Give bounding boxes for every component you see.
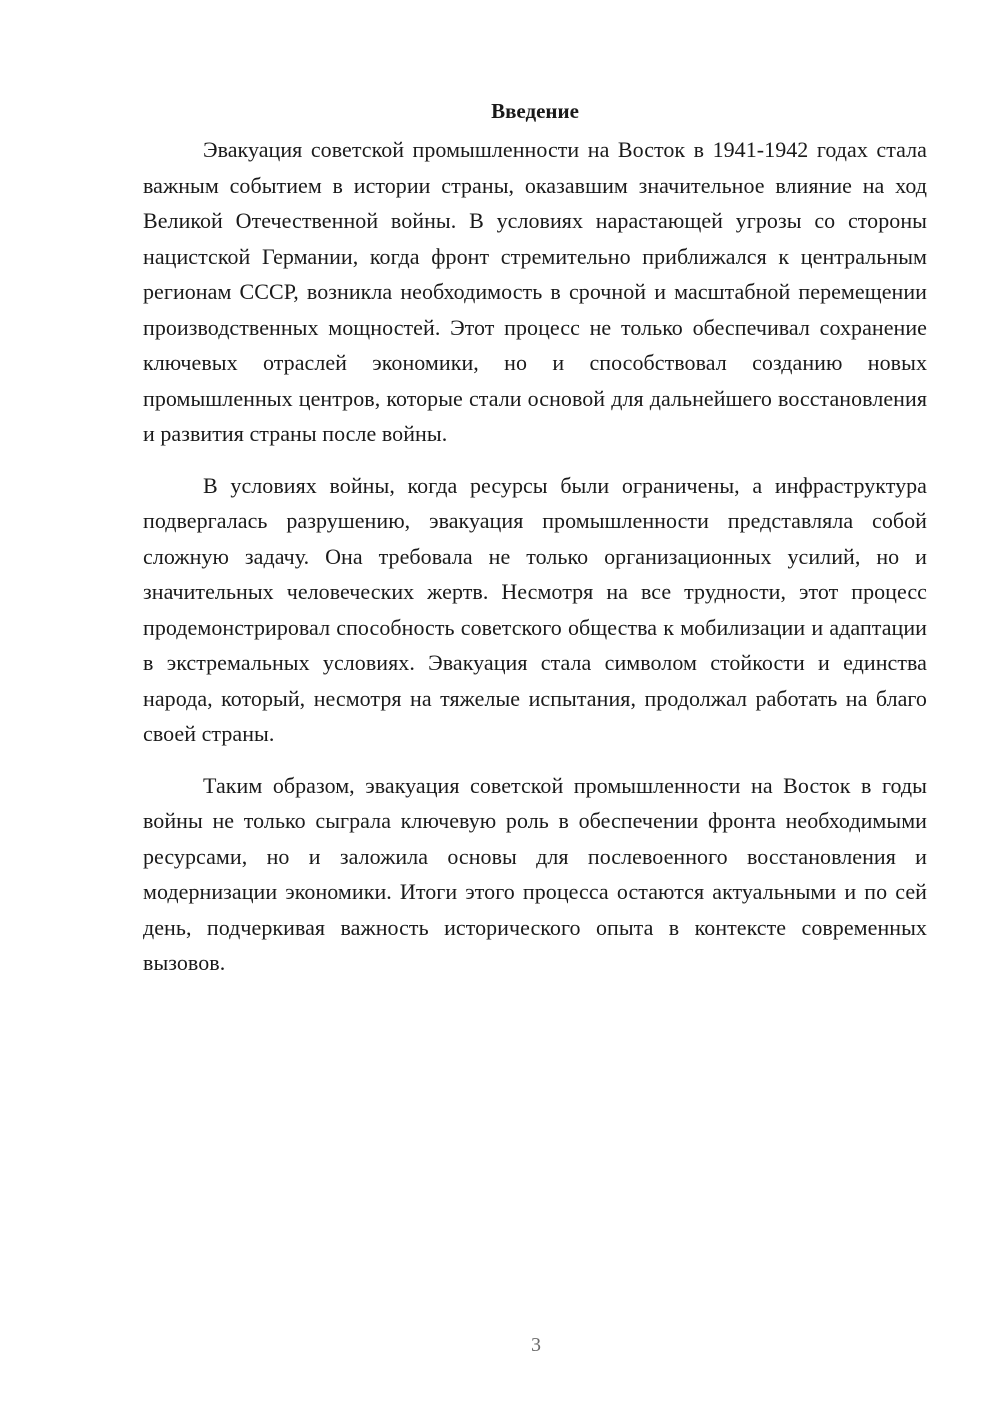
section-heading: Введение [491, 99, 579, 123]
paragraph-3: Таким образом, эвакуация советской промышленности на Восток в годы войны не только сыграла ключевую роль в обеспечении фронта необходимыми ресурсами, но и заложила основы для послевоенного восстановления и модернизации экономики. Итоги этого процесса остаются актуальными и по сей день, подчеркивая важность исторического опыта в контексте современных вызовов. [143, 772, 927, 975]
page-body [143, 96, 927, 997]
paragraph-1: Эвакуация советской промышленности на Восток в 1941-1942 годах стала важным событием в истории страны, оказавшим значительное влияние на ход Великой Отечественной войны. В условиях нарастающей угрозы со стороны нацистской Германии, когда фронт стремительно приближался к центральным регионам СССР, возникла необходимость в срочной и масштабной перемещении производственных мощностей. Этот процесс не только обеспечивал сохранение ключевых отраслей экономики, но и способствовал созданию новых промышленных центров, которые стали основой для дальнейшего восстановления и развития страны после войны. [143, 137, 927, 446]
paragraph-2: В условиях войны, когда ресурсы были ограничены, а инфраструктура подвергалась разрушению, эвакуация промышленности представляла собой сложную задачу. Она требовала не только организационных усилий, но и значительных человеческих жертв. Несмотря на все трудности, этот процесс продемонстрировал способность советского общества к мобилизации и адаптации в экстремальных условиях. Эвакуация стала символом стойкости и единства народа, который, несмотря на тяжелые испытания, продолжал работать на благо своей страны. [143, 472, 927, 746]
page-number: 3 [531, 1334, 541, 1356]
